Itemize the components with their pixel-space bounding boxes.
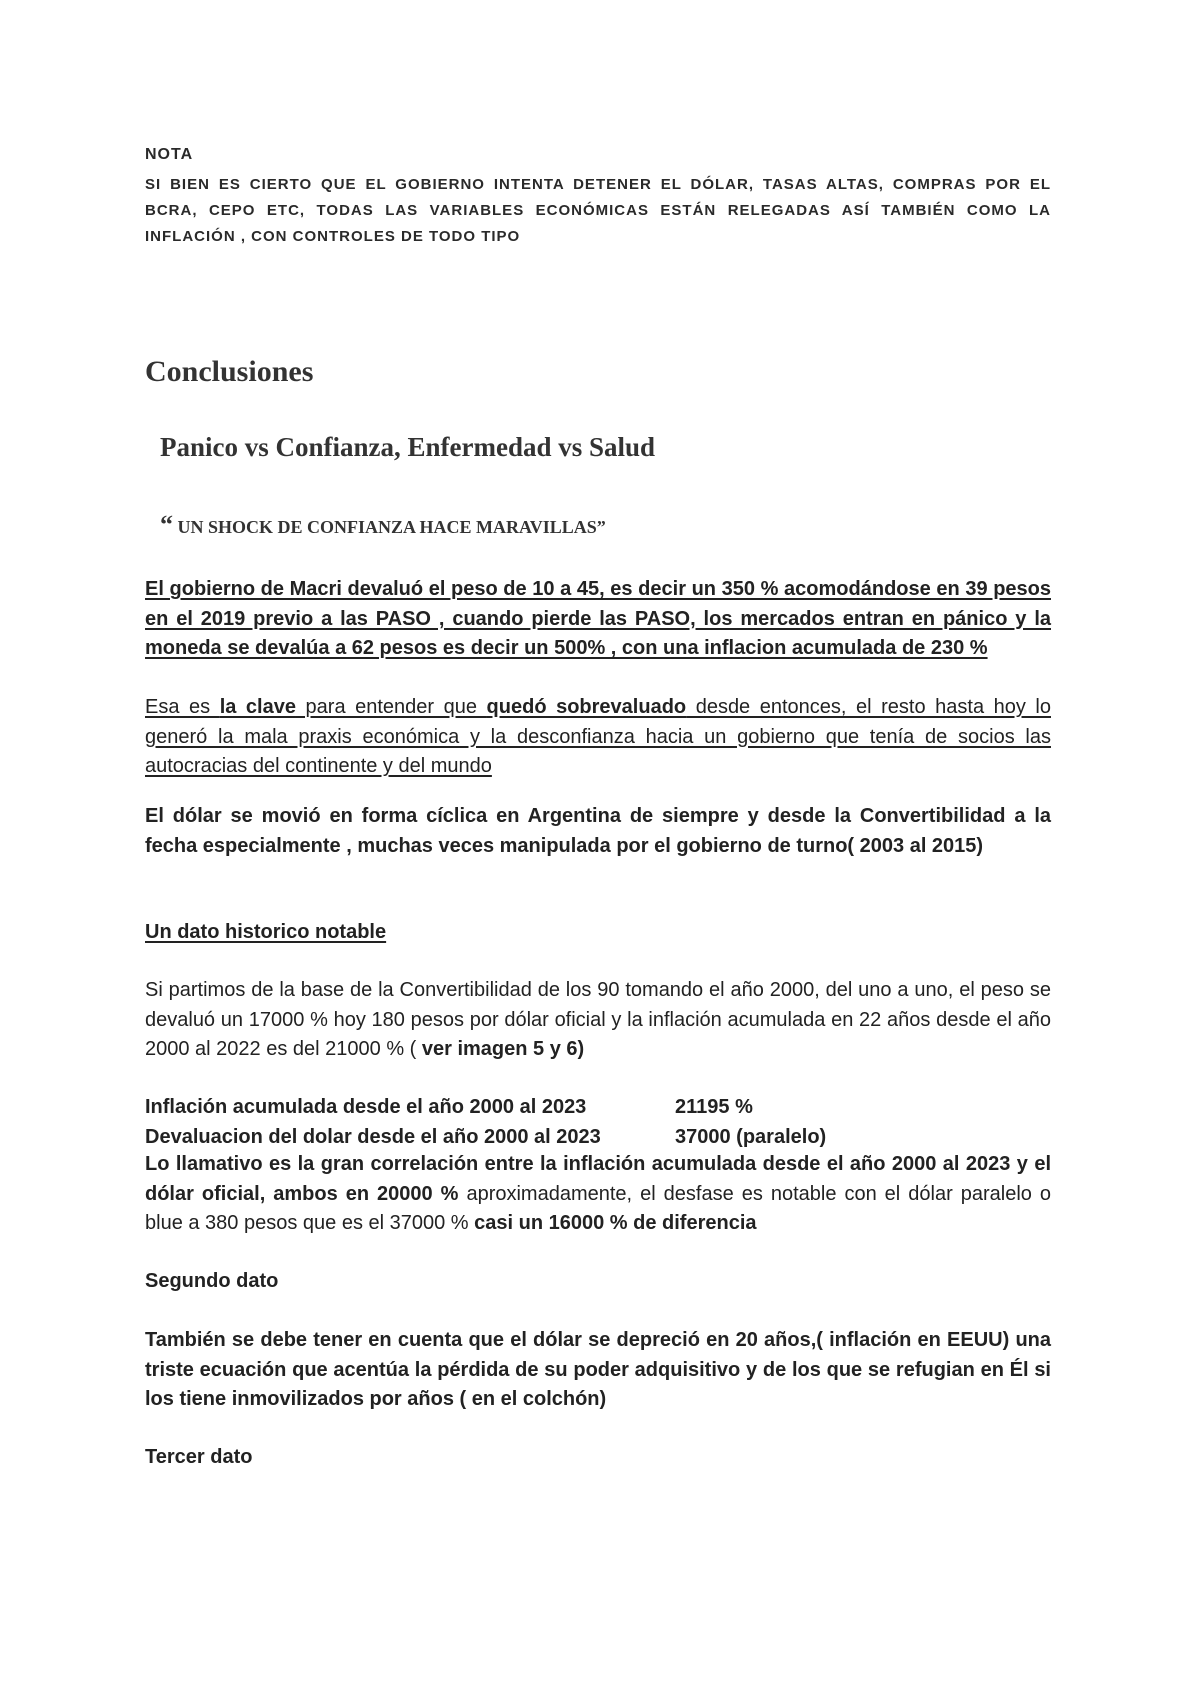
nota-heading: NOTA	[145, 146, 194, 163]
llamativo-paragraph	[145, 1150, 1051, 1239]
segundo-dato-paragraph: También se debe tener en cuenta que el dólar se depreció en 20 años,( inflación en EEUU) una triste ecuación que acentúa la pérdida de su poder adquisitivo y de los que se refugian en Él si los tiene inmovilizados por años ( en el colchón)	[145, 1329, 1051, 1410]
quote-mark: “	[160, 510, 173, 539]
stats-label-inflacion: Inflación acumulada desde el año 2000 al 2023	[145, 1096, 587, 1118]
dato-historico-heading: Un dato historico notable	[145, 921, 387, 943]
sobrevaluado-bold: quedó sobrevaluado	[486, 696, 687, 718]
clave-text-a: Esa es	[145, 696, 220, 718]
segundo-dato-heading: Segundo dato	[145, 1270, 279, 1292]
nota-body: SI BIEN ES CIERTO QUE EL GOBIERNO INTENTA DETENER EL DÓLAR, TASAS ALTAS, COMPRAS POR EL BCRA, CEPO ETC, TODAS LAS VARIABLES ECONÓMICAS ESTÁN RELEGADAS ASÍ TAMBIÉN COMO LA INFLACIÓN , CON CONTROLES DE TODO TIPO	[145, 176, 1051, 245]
quote-line	[160, 510, 1066, 540]
ver-imagen-ref: ver imagen 5 y 6)	[421, 1038, 585, 1060]
stats-value-devaluacion: 37000 (paralelo)	[675, 1125, 827, 1148]
stats-row-inflacion	[145, 1093, 1051, 1123]
stats-row-devaluacion	[145, 1123, 1051, 1153]
tercer-dato-heading: Tercer dato	[145, 1446, 253, 1468]
dato-historico-paragraph	[145, 976, 1051, 1065]
clave-text-e: desde entonces, el resto hasta hoy lo generó la mala praxis económica y la desconfianza hacia un gobierno que tenía de socios las autocracias del continente y del mundo	[145, 696, 1051, 777]
macri-paragraph: El gobierno de Macri devaluó el peso de 10 a 45, es decir un 350 % acomodándose en 39 pesos en el 2019 previo a las PASO , cuando pierde las PASO, los mercados entran en pánico y la moneda se devalúa a 62 pesos es decir un 500% , con una inflacion acumulada de 230 %	[145, 578, 1051, 659]
quote-text: UN SHOCK DE CONFIANZA HACE MARAVILLAS”	[173, 517, 606, 537]
llamativo-text-b: aproximadamente, el desfase es notable con el dólar paralelo o blue a 380 pesos que es el 37000 %	[145, 1182, 1052, 1234]
section-subtitle: Panico vs Confianza, Enfermedad vs Salud	[160, 432, 656, 462]
stats-block	[145, 1093, 1051, 1152]
stats-label-devaluacion: Devaluacion del dolar desde el año 2000 al 2023	[145, 1125, 601, 1148]
section-title: Conclusiones	[145, 355, 314, 388]
dato-historico-text: Si partimos de la base de la Convertibilidad de los 90 tomando el año 2000, del uno a uno, el peso se devaluó un 17000 % hoy 180 pesos por dólar oficial y la inflación acumulada en 22 años desde el año 2000 al 2022 es del 21000 % (	[145, 979, 1051, 1060]
clave-paragraph	[145, 693, 1051, 782]
dolar-ciclico-paragraph: El dólar se movió en forma cíclica en Argentina de siempre y desde la Convertibilidad a la fecha especialmente , muchas veces manipulada por el gobierno de turno( 2003 al 2015)	[145, 805, 1051, 857]
clave-text-c: para entender que	[295, 696, 487, 718]
clave-bold: la clave	[219, 696, 296, 718]
stats-value-inflacion: 21195 %	[675, 1096, 753, 1118]
llamativo-bold-c: casi un 16000 % de diferencia	[474, 1212, 757, 1234]
llamativo-bold-a: Lo llamativo es la gran correlación entre la inflación acumulada desde el año 2000 al 2023 y el dólar oficial, ambos en 20000 %	[145, 1153, 1051, 1205]
